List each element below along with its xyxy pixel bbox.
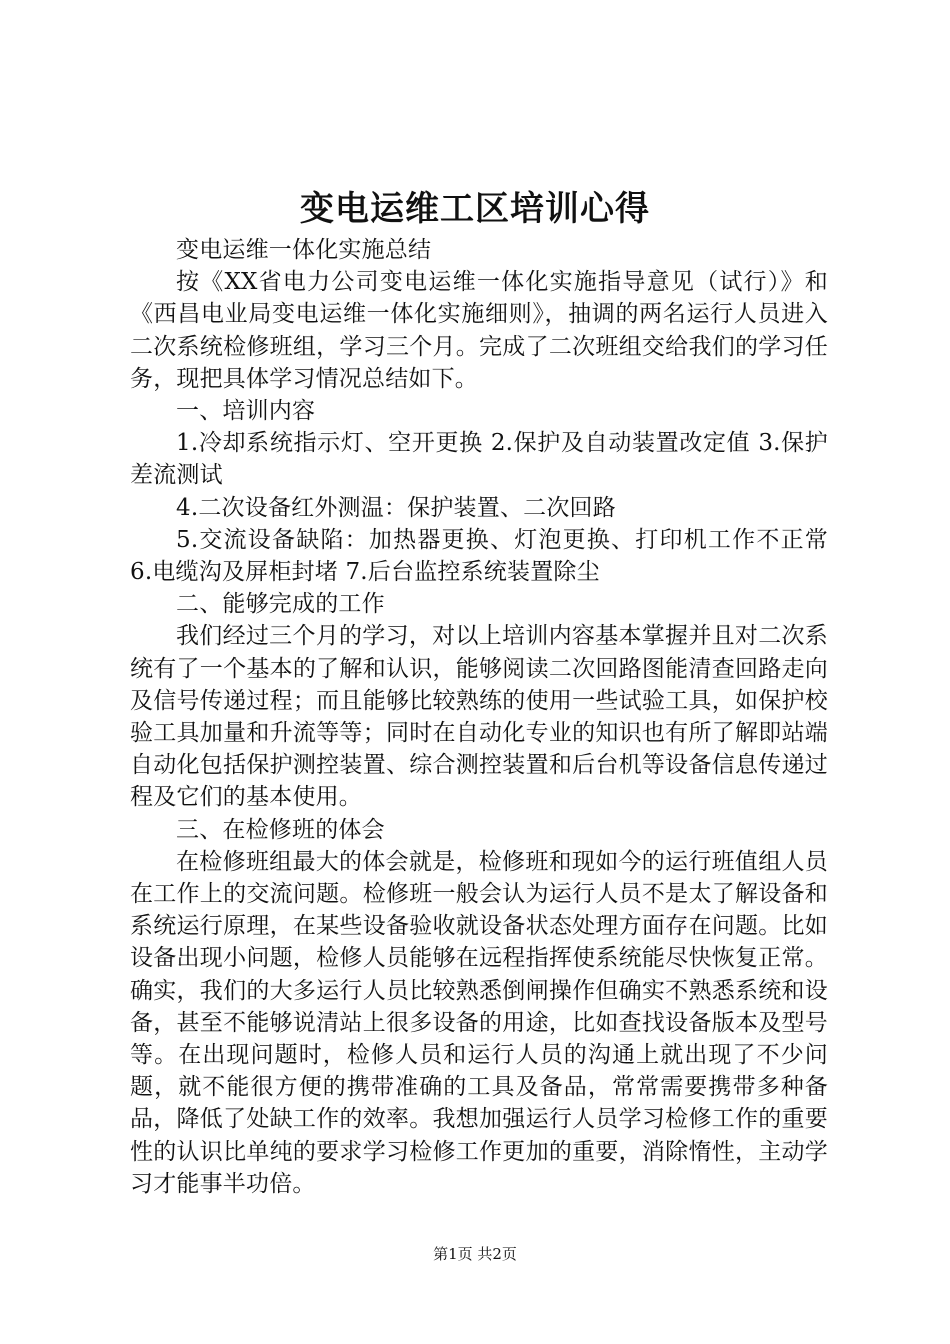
paragraph-training-items-3: 5.交流设备缺陷：加热器更换、灯泡更换、打印机工作不正常 6.电缆沟及屏柜封堵 7.后台监控系统装置除尘	[130, 526, 828, 586]
paragraph-experience: 在检修班组最大的体会就是，检修班和现如今的运行班值组人员在工作上的交流问题。检修班一般会认为运行人员不是太了解设备和系统运行原理，在某些设备验收就设备状态处理方面存在问题。比如设备出现小问题，检修人员能够在远程指挥使系统能尽快恢复正常。确实，我们的大多运行人员比较熟悉倒闸操作但确实不熟悉系统和设备，甚至不能够说清站上很多设备的用途，比如查找设备版本及型号等。在出现问题时，检修人员和运行人员的沟通上就出现了不少问题，就不能很方便的携带准确的工具及备品，常常需要携带多种备品，降低了处缺工作的效率。我想加强运行人员学习检修工作的重要性的认识比单纯的要求学习检修工作更加的重要，消除惰性，主动学习才能事半功倍。	[130, 848, 828, 1197]
paragraph-training-items-2: 4.二次设备红外测温：保护装置、二次回路	[176, 494, 616, 521]
paragraph-subtitle: 变电运维一体化实施总结	[176, 237, 432, 263]
paragraph-intro: 按《XX省电力公司变电运维一体化实施指导意见（试行）》和《西昌电业局变电运维一体化实施细则》，抽调的两名运行人员进入二次系统检修班组，学习三个月。完成了二次班组交给我们的学习任务，现把具体学习情况总结如下。	[130, 269, 828, 392]
page-title: 变电运维工区培训心得	[300, 189, 650, 229]
page-number-footer: 第1页 共2页	[433, 1245, 517, 1263]
document-body	[130, 234, 828, 1200]
paragraph-completed-work: 我们经过三个月的学习，对以上培训内容基本掌握并且对二次系统有了一个基本的了解和认识，能够阅读二次回路图能清查回路走向及信号传递过程；而且能够比较熟练的使用一些试验工具，如保护校验工具加量和升流等等；同时在自动化专业的知识也有所了解即站端自动化包括保护测控装置、综合测控装置和后台机等设备信息传递过程及它们的基本使用。	[130, 623, 828, 811]
section-heading-training-content: 一、培训内容	[176, 398, 316, 425]
section-heading-experience: 三、在检修班的体会	[176, 816, 385, 843]
section-heading-completed-work: 二、能够完成的工作	[176, 591, 385, 618]
paragraph-training-items-1: 1.冷却系统指示灯、空开更换 2.保护及自动装置改定值 3.保护差流测试	[130, 430, 828, 489]
